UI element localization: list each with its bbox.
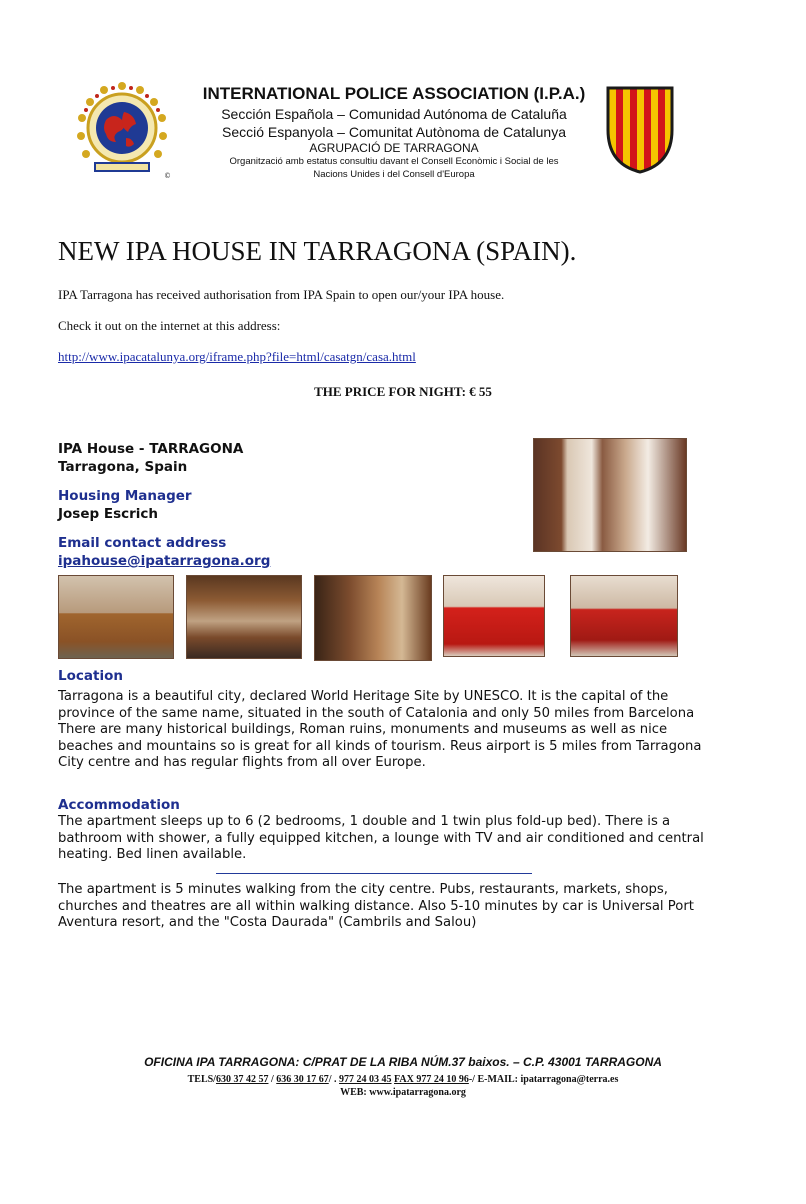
location-line: Tarragona is a beautiful city, declared World Heritage Site by UNESCO. It is the capital of the <box>58 689 669 704</box>
association-title: INTERNATIONAL POLICE ASSOCIATION (I.P.A.) <box>202 84 586 103</box>
divider <box>216 873 532 874</box>
accommodation-line: bathroom with shower, a fully equipped kitchen, a lounge with TV and air conditioned and central <box>58 830 704 846</box>
footer-website: WEB: www.ipatarragona.org <box>340 1087 466 1098</box>
location-line: province of the same name, situated in the south of Catalonia and only 50 miles from Barcelona <box>58 705 695 721</box>
lounge-tv-photo <box>314 575 432 661</box>
group-name: AGRUPACIÓ DE TARRAGONA <box>309 141 479 155</box>
price-per-night: THE PRICE FOR NIGHT: € 55 <box>314 384 492 399</box>
svg-text:©: © <box>164 172 171 180</box>
kitchen-photo <box>186 575 302 659</box>
location-line: beaches and mountains so is great for all kinds of tourism. Reus airport is 5 miles from Tarragona <box>58 738 702 754</box>
footer-email: -/ E-MAIL: ipatarragona@terra.es <box>468 1074 619 1085</box>
intro-text: IPA Tarragona has received authorisation from IPA Spain to open our/your IPA house. <box>58 287 505 302</box>
status-line-1: Organització amb estatus consultiu davant el Consell Econòmic i Social de les <box>229 156 559 167</box>
double-bedroom-photo <box>443 575 545 657</box>
email-label: Email contact address <box>58 535 227 551</box>
location-line: There are many historical buildings, Roman ruins, monuments and museums as well as nice <box>58 722 668 737</box>
accommodation-line: The apartment sleeps up to 6 (2 bedrooms, 1 double and 1 twin plus fold-up bed). There is a <box>58 814 671 829</box>
location-line: City centre and has regular flights from all over Europe. <box>58 755 426 770</box>
section-catalan: Secció Espanyola – Comunitat Autònoma de Catalunya <box>222 124 566 140</box>
walk-line: Aventura resort, and the "Costa Daurada" (Cambrils and Salou) <box>58 915 477 930</box>
accommodation-line: heating. Bed linen available. <box>58 847 247 862</box>
manager-label: Housing Manager <box>58 488 192 504</box>
email-link[interactable]: ipahouse@ipatarragona.org <box>58 553 271 569</box>
fax-number: FAX 977 24 10 96 <box>394 1074 469 1085</box>
catalan-shield-icon <box>604 84 676 176</box>
house-name: IPA House - TARRAGONA <box>58 441 244 457</box>
section-spanish: Sección Española – Comunidad Autónoma de Cataluña <box>221 106 567 122</box>
house-url-link[interactable]: http://www.ipacatalunya.org/iframe.php?file=html/casatgn/casa.html <box>58 349 416 364</box>
accommodation-text <box>58 814 704 864</box>
location-heading: Location <box>58 668 123 684</box>
tels-label: TELS/ <box>187 1074 216 1085</box>
status-line-2: Nacions Unides i del Consell d'Europa <box>313 169 475 180</box>
phone-2: 636 30 17 67 <box>276 1074 329 1085</box>
walk-line: churches and theatres are all within walking distance. Also 5-10 minutes by car is Universal Port <box>58 898 694 914</box>
accommodation-heading: Accommodation <box>58 797 180 813</box>
office-address: OFICINA IPA TARRAGONA: C/PRAT DE LA RIBA NÚM.37 baixos. – C.P. 43001 TARRAGONA <box>144 1055 662 1069</box>
contact-line: TELS/630 37 42 57 / 636 30 17 67/ . 977 24 03 45 FAX 977 24 10 96-/ E-MAIL: ipatarragona@terra.es <box>187 1074 619 1085</box>
location-text <box>58 689 702 772</box>
ipa-emblem-icon <box>60 78 184 190</box>
bathroom-photo <box>533 438 687 552</box>
manager-name: Josep Escrich <box>58 506 159 522</box>
twin-bedroom-photo <box>570 575 678 657</box>
phone-3: 977 24 03 45 <box>339 1074 392 1085</box>
page-title: NEW IPA HOUSE IN TARRAGONA (SPAIN). <box>58 236 577 266</box>
phone-1: 630 37 42 57 <box>215 1074 269 1085</box>
check-text: Check it out on the internet at this address: <box>58 318 281 333</box>
walking-distance-text <box>58 882 698 932</box>
living-room-photo <box>58 575 174 659</box>
walk-line: The apartment is 5 minutes walking from the city centre. Pubs, restaurants, markets, shops, <box>58 882 668 897</box>
house-city: Tarragona, Spain <box>58 459 188 475</box>
